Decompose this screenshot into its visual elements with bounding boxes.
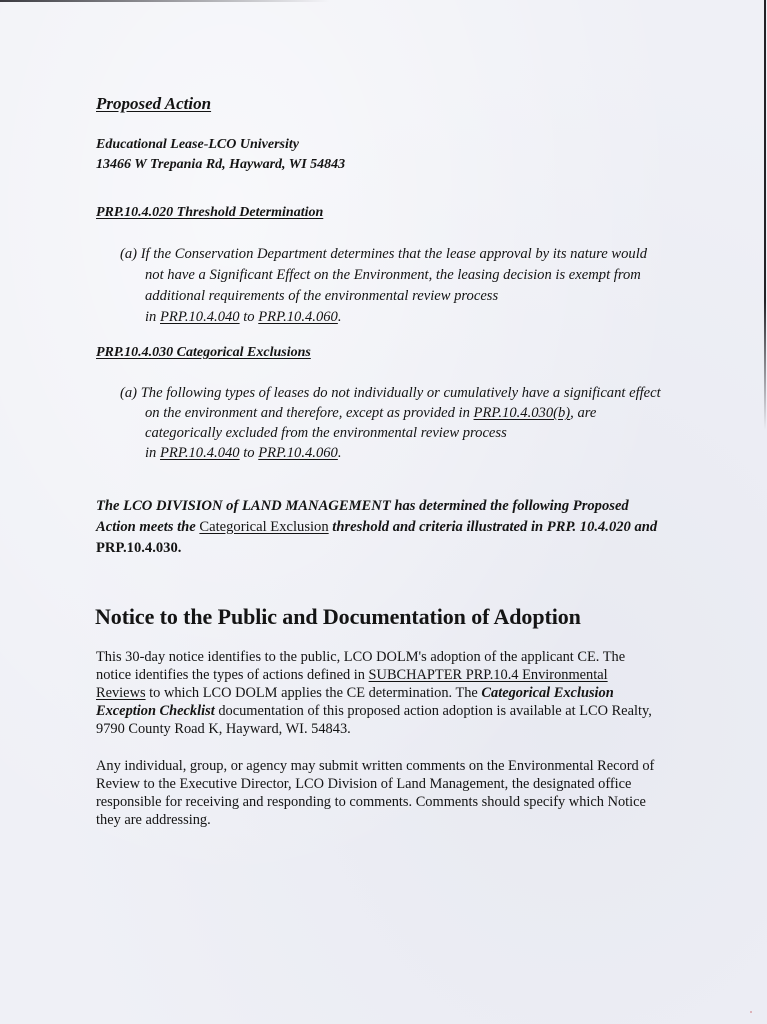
link-prp-10-4-060[interactable]: PRP.10.4.060 [258, 445, 338, 461]
checklist-title: Exception Checklist [96, 703, 215, 719]
notice-text: to which LCO DOLM applies the CE determination. The [145, 685, 482, 701]
notice-line: Any individual, group, or agency may submit written comments on the Environmental Record of [96, 758, 655, 774]
clause-text: . [337, 309, 342, 325]
threshold-determination-clause [120, 244, 720, 328]
subchapter-link[interactable]: SUBCHAPTER PRP.10.4 Environmental [368, 667, 608, 683]
clause-line [120, 383, 720, 403]
clause-text: in [145, 309, 160, 325]
link-prp-10-4-060[interactable]: PRP.10.4.060 [258, 309, 338, 325]
clause-line: additional requirements of the environmental review process [145, 288, 499, 304]
checklist-title: Categorical Exclusion [481, 685, 614, 701]
clause-line [120, 403, 720, 423]
determination-statement [96, 496, 716, 559]
notice-text: documentation of this proposed action adoption is available at LCO Realty, [214, 703, 652, 719]
clause-label: (a) [120, 385, 138, 401]
link-prp-10-4-040[interactable]: PRP.10.4.040 [160, 309, 240, 325]
lease-name: Educational Lease-LCO University [96, 137, 299, 152]
scan-edge-right [764, 0, 766, 430]
lease-info [96, 135, 345, 175]
notice-line [96, 702, 736, 720]
proposed-action-heading: Proposed Action [96, 94, 212, 113]
lease-address: 13466 W Trepania Rd, Hayward, WI 54843 [96, 157, 346, 172]
clause-line [120, 307, 720, 328]
notice-line: This 30-day notice identifies to the public, LCO DOLM's adoption of the applicant CE. The [96, 649, 626, 665]
categorical-exclusions-clause [120, 383, 720, 463]
threshold-determination-heading: PRP.10.4.020 Threshold Determination [96, 205, 324, 220]
notice-line: 9790 County Road K, Hayward, WI. 54843. [96, 721, 351, 737]
clause-text: to [239, 309, 259, 325]
scan-edge-top [0, 0, 330, 2]
clause-text: on the environment and therefore, except as provided in [145, 405, 474, 421]
notice-heading: Notice to the Public and Documentation of Adoption [95, 604, 581, 629]
notice-line [96, 684, 736, 702]
categorical-exclusion-link[interactable]: Categorical Exclusion [199, 519, 329, 535]
notice-paragraph-1 [96, 648, 736, 738]
clause-line: categorically excluded from the environmental review process [145, 425, 507, 441]
clause-line [120, 443, 720, 463]
link-prp-10-4-030b[interactable]: PRP.10.4.030(b) [473, 405, 571, 421]
determination-text: Action meets the [96, 519, 200, 535]
categorical-exclusions-heading: PRP.10.4.030 Categorical Exclusions [96, 345, 311, 360]
determination-line: The LCO DIVISION of LAND MANAGEMENT has determined the following Proposed [96, 498, 629, 514]
clause-text: in [145, 445, 160, 461]
clause-text: The following types of leases do not individually or cumulatively have a significant effect [140, 385, 661, 401]
clause-text: . [337, 445, 342, 461]
notice-line: responsible for receiving and responding to comments. Comments should specify which Notice [96, 794, 646, 810]
clause-text: If the Conservation Department determines that the lease approval by its nature would [140, 246, 648, 262]
subchapter-link[interactable]: Reviews [96, 685, 146, 701]
notice-text: notice identifies the types of actions defined in [96, 667, 369, 683]
link-prp-10-4-040[interactable]: PRP.10.4.040 [160, 445, 240, 461]
notice-line: Review to the Executive Director, LCO Division of Land Management, the designated office [96, 776, 632, 792]
determination-text: threshold and criteria illustrated in PRP. 10.4.020 and [328, 519, 658, 535]
clause-text: , are [570, 405, 597, 421]
clause-line: not have a Significant Effect on the Environment, the leasing decision is exempt from [145, 267, 641, 283]
clause-text: to [239, 445, 259, 461]
notice-paragraph-2 [96, 757, 746, 829]
notice-line [96, 666, 736, 684]
clause-line [120, 244, 720, 265]
determination-line [96, 517, 716, 538]
clause-label: (a) [120, 246, 138, 262]
scan-speck [750, 1011, 752, 1013]
determination-line: PRP.10.4.030. [96, 540, 182, 556]
notice-line: they are addressing. [96, 812, 211, 828]
